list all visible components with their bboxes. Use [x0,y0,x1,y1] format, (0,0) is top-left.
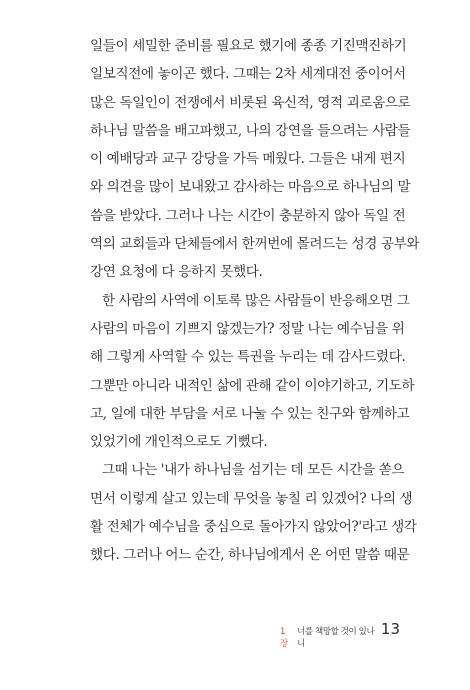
text-line: 있었기에 개인적으로도 기뻤다. [90,434,268,451]
text-line: 사람의 마음이 기쁘지 않겠는가? 정말 나는 예수님을 위 [90,320,405,337]
body-text [90,32,420,570]
text-line: 그뿐만 아니라 내적인 삶에 관해 같이 이야기하고, 기도하 [90,377,415,394]
running-footer [280,620,400,649]
text-line: 하나님 말씀을 배고파했고, 나의 강연을 들으려는 사람들 [90,122,411,139]
text-line: 이 예배당과 교구 강당을 가득 메웠다. 그들은 내게 편지 [90,151,406,168]
page-number: 13 [380,620,400,638]
text-line: 일보직전에 놓이곤 했다. 그때는 2차 세계대전 중이어서 [90,66,406,83]
text-line: 그때 나는 '내가 하나님을 섬기는 데 모든 시간을 쏟으 [102,462,405,479]
text-line: 강연 요청에 다 응하지 못했다. [90,264,263,281]
running-title: 너를 책망할 것이 있나니 [297,627,375,649]
text-line: 한 사람의 사역에 이토록 많은 사람들이 반응해오면 그 [102,292,410,309]
chapter-label: 1장 [280,627,288,649]
text-line: 활 전체가 예수님을 중심으로 돌아가지 않았어?'라고 생각 [90,519,417,536]
text-line: 역의 교회들과 단체들에서 한꺼번에 몰려드는 성경 공부와 [90,236,420,253]
text-line: 와 의견을 많이 보내왔고 감사하는 마음으로 하나님의 말 [90,179,411,196]
text-line: 했다. 그러나 어느 순간, 하나님에게서 온 어떤 말씀 때문 [90,547,410,564]
text-line: 고, 일에 대한 부담을 서로 나눌 수 있는 친구와 함께하고 [90,405,410,422]
text-line: 씀을 받았다. 그러나 나는 시간이 충분하지 않아 독일 전 [90,207,406,224]
text-line: 해 그렇게 사역할 수 있는 특권을 누리는 데 감사드렸다. [90,349,406,366]
text-line: 많은 독일인이 전쟁에서 비롯된 육신적, 영적 괴로움으로 [90,94,411,111]
text-line: 면서 이렇게 살고 있는데 무엇을 놓칠 리 있겠어? 나의 생 [90,490,413,507]
text-line: 일들이 세밀한 준비를 필요로 했기에 종종 기진맥진하기 [90,38,407,54]
